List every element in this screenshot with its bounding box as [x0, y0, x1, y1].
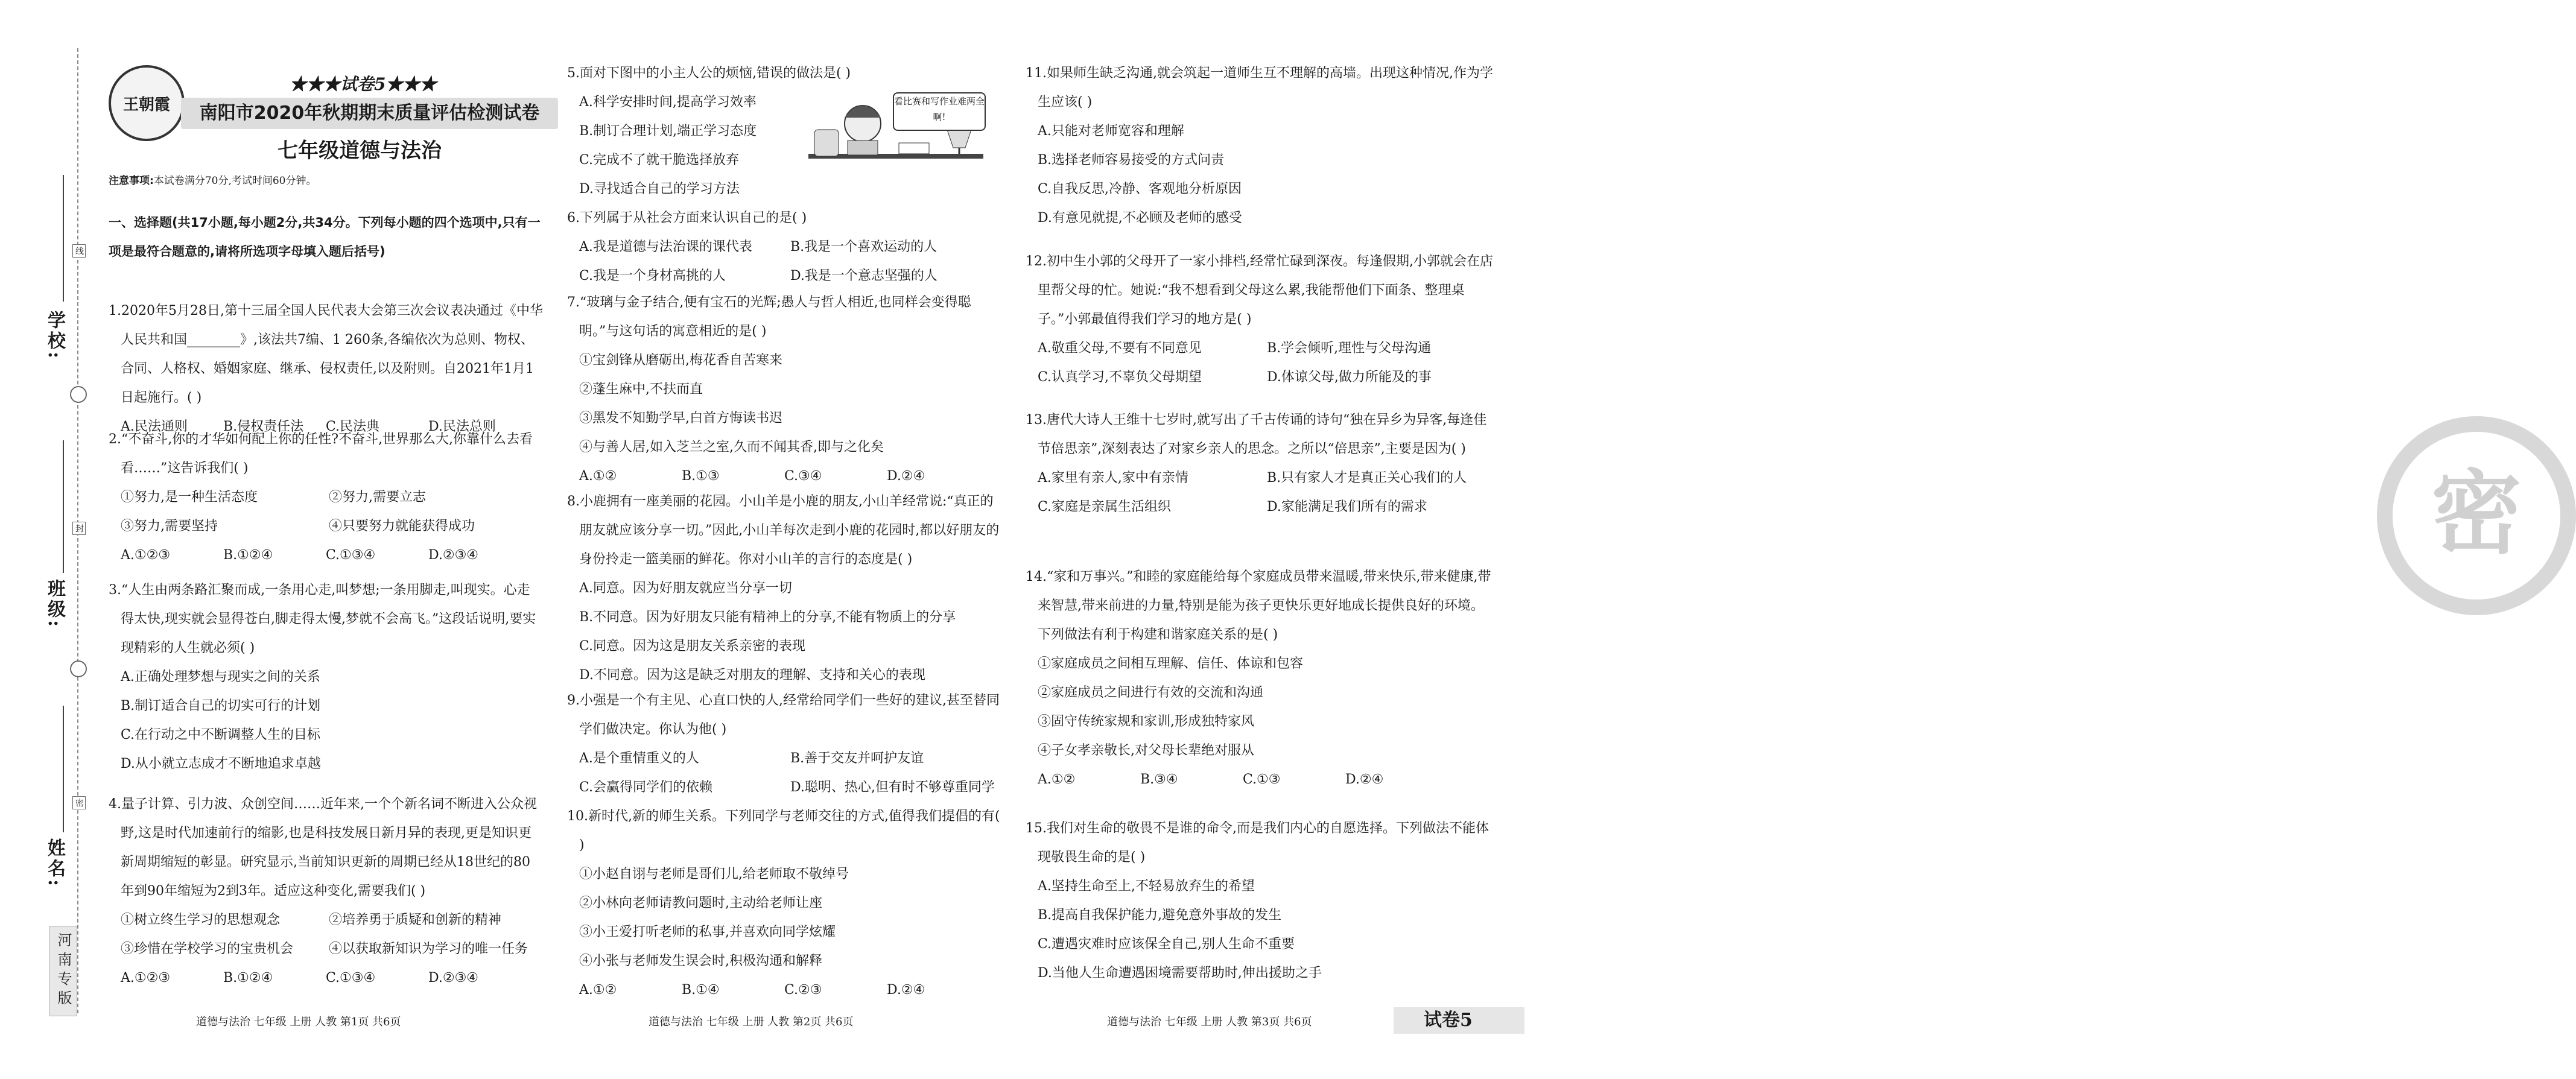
option-a[interactable]: A.正确处理梦想与现实之间的关系 [121, 669, 320, 685]
statement-2: ②努力,需要立志 [329, 490, 426, 505]
question-10 [567, 802, 1001, 1005]
statement-2: ②蓬生麻中,不扶而直 [579, 382, 703, 397]
statement-row [109, 906, 543, 935]
option-d[interactable]: D.我是一个意志坚强的人 [790, 268, 937, 283]
margin-tag-seal: 封 [72, 522, 86, 535]
option-a[interactable]: A.①②③ [121, 548, 171, 563]
option-d[interactable]: D.从小就立志成才不断地追求卓越 [121, 756, 321, 771]
option-a[interactable]: A.①② [1038, 772, 1076, 787]
option-c[interactable]: C.同意。因为这是朋友关系亲密的表现 [579, 639, 806, 654]
option-b[interactable]: B.③④ [1140, 772, 1178, 787]
option-a[interactable]: A.①②③ [121, 970, 171, 986]
option-c[interactable]: C.家庭是亲属生活组织 [1038, 499, 1172, 514]
option-a[interactable]: A.只能对老师宽容和理解 [1038, 124, 1184, 139]
statement-4: ④只要努力就能获得成功 [329, 519, 475, 534]
question-stem: 11.如果师生缺乏沟通,就会筑起一道师生互不理解的高墙。出现这种情况,作为学生应该( ) [1026, 66, 1493, 110]
option-d[interactable]: D.体谅父母,做力所能及的事 [1267, 370, 1432, 385]
question-stem: 8.小鹿拥有一座美丽的花园。小山羊是小鹿的朋友,小山羊经常说:“真正的朋友就应该分享一切。”因此,小山羊每次走到小鹿的花园时,都以好朋友的身份拎走一篮美丽的鲜花。你对小山羊的言行的态度是( ) [567, 494, 1000, 567]
option-d[interactable]: D.寻找适合自己的学习方法 [579, 182, 740, 197]
option-a[interactable]: A.是个重情重义的人 [579, 751, 699, 766]
school-label: 学校: [44, 311, 65, 361]
statement-1: ①宝剑锋从磨砺出,梅花香自苦寒来 [579, 353, 782, 368]
statement-4: ④子女孝亲敬长,对父母长辈绝对服从 [1038, 743, 1254, 758]
question-stem: 3.“人生由两条路汇聚而成,一条用心走,叫梦想;一条用脚走,叫现实。心走得太快,现实就会显得苍白,脚走得太慢,梦就不会高飞。”这段话说明,要实现精彩的人生就必须( ) [109, 583, 536, 656]
question-14 [1026, 563, 1496, 794]
option-row [109, 541, 543, 570]
notice-text: 本试卷满分70分,考试时间60分钟。 [153, 175, 317, 187]
option-b[interactable]: B.①④ [682, 982, 720, 998]
section-heading: 一、选择题(共17小题,每小题2分,共34分。下列每小题的四个选项中,只有一项是最符合题意的,请将所选项字母填入题后括号) [109, 215, 541, 259]
page-footer: 道德与法治 七年级 上册 人教 第1页 共6页 [196, 1016, 401, 1028]
option-a[interactable]: A.坚持生命至上,不轻易放弃生的希望 [1038, 879, 1255, 894]
option-row [1026, 493, 1496, 522]
statement-3: ③固守传统家规和家训,形成独特家风 [1038, 714, 1254, 729]
statement-3: ③小王爱打听老师的私事,并喜欢向同学炫耀 [579, 925, 836, 940]
question-13 [1026, 406, 1496, 522]
option-c[interactable]: C.完成不了就干脆选择放弃 [579, 153, 740, 168]
option-c[interactable]: C.②③ [784, 982, 822, 998]
option-a[interactable]: A.家里有亲人,家中有亲情 [1038, 470, 1188, 486]
option-a[interactable]: A.民法通则 [121, 419, 188, 434]
statement-1: ①家庭成员之间相互理解、信任、体谅和包容 [1038, 656, 1304, 671]
option-d[interactable]: D.当他人生命遭遇困境需要帮助时,伸出援助之手 [1038, 966, 1322, 981]
notice [109, 172, 316, 187]
paper-number-tag: 试卷5 [1394, 1007, 1524, 1034]
class-label: 班级: [44, 579, 65, 630]
option-b[interactable]: B.不同意。因为好朋友只能有精神上的分享,不能有物质上的分享 [579, 610, 956, 625]
question-stem: 5.面对下图中的小主人公的烦恼,错误的做法是( ) [567, 66, 851, 81]
statement-1: ①小赵自诩与老师是哥们儿,给老师取不敬绰号 [579, 867, 849, 882]
question-9 [567, 686, 1001, 802]
question-stem: 10.新时代,新的师生关系。下列同学与老师交往的方式,值得我们提倡的有( ) [567, 809, 1000, 853]
option-d[interactable]: D.②④ [1345, 772, 1384, 787]
statement-row [109, 483, 543, 512]
option-c[interactable]: C.认真学习,不辜负父母期望 [1038, 370, 1202, 385]
statement-3: ③珍惜在学校学习的宝贵机会 [121, 941, 294, 957]
option-a[interactable]: A.①② [579, 982, 617, 998]
option-a[interactable]: A.我是道德与法治课的课代表 [579, 239, 752, 255]
question-stem: 14.“家和万事兴。”和睦的家庭能给每个家庭成员带来温暖,带来快乐,带来健康,带来智慧,带来前进的力量,特别是能为孩子更快乐更好地成长提供良好的环境。下列做法有利于构建和谐家庭关系的是( ) [1026, 569, 1491, 642]
option-b[interactable]: B.制订合理计划,端正学习态度 [579, 124, 757, 139]
option-c[interactable]: C.在行动之中不断调整人生的目标 [121, 727, 321, 742]
option-a[interactable]: A.同意。因为好朋友就应当分享一切 [579, 581, 792, 596]
watermark-seal: 密 [2377, 416, 2576, 615]
statement-row [109, 512, 543, 541]
question-stem: 2.“不奋斗,你的才华如何配上你的任性?不奋斗,世界那么大,你靠什么去看看……”这告诉我们( ) [109, 432, 533, 476]
option-c[interactable]: C.会赢得同学们的依赖 [579, 780, 713, 795]
option-b[interactable]: B.①②④ [223, 548, 273, 563]
option-c[interactable]: C.自我反思,冷静、客观地分析原因 [1038, 182, 1242, 197]
question-stem: 9.小强是一个有主见、心直口快的人,经常给同学们一些好的建议,甚至替同学们做决定。你认为他( ) [567, 693, 1000, 737]
option-c[interactable]: C.①③ [1243, 772, 1281, 787]
option-c[interactable]: C.①③④ [326, 548, 376, 563]
school-underline [63, 175, 64, 302]
exam-title: 南阳市2020年秋期期末质量评估检测试卷 [181, 98, 558, 129]
option-b[interactable]: B.①③ [682, 469, 720, 484]
option-b[interactable]: B.我是一个喜欢运动的人 [790, 239, 937, 255]
option-b[interactable]: B.学会倾听,理性与父母沟通 [1267, 341, 1432, 356]
option-row [567, 976, 1001, 1005]
class-underline [63, 440, 64, 573]
question-8 [567, 487, 1001, 690]
statement-row [109, 935, 543, 964]
question-4 [109, 790, 543, 993]
option-row [567, 744, 1001, 773]
option-d[interactable]: D.②④ [887, 982, 925, 998]
option-row [1026, 363, 1496, 392]
question-stem: 13.唐代大诗人王维十七岁时,就写出了千古传诵的诗句“独在异乡为异客,每逢佳节倍思亲”,深刻表达了对家乡亲人的思念。之所以“倍思亲”,主要是因为( ) [1026, 413, 1487, 457]
option-d[interactable]: D.②③④ [428, 548, 479, 563]
question-2 [109, 425, 543, 570]
question-12 [1026, 247, 1496, 392]
option-row [567, 773, 1001, 802]
question-stem: 6.下列属于从社会方面来认识自己的是( ) [567, 210, 807, 226]
question-1 [109, 297, 543, 441]
option-c[interactable]: C.③④ [784, 469, 822, 484]
statement-1: ①树立终生学习的思想观念 [121, 913, 281, 928]
option-row [1026, 765, 1496, 794]
statement-3: ③努力,需要坚持 [121, 519, 218, 534]
option-row [567, 462, 1001, 491]
option-d[interactable]: D.不同意。因为这是缺乏对朋友的理解、支持和关心的表现 [579, 668, 925, 683]
page-2 [567, 0, 1001, 1079]
statement-3: ③黑发不知勤学早,白首方悔读书迟 [579, 411, 782, 426]
option-a[interactable]: A.科学安排时间,提高学习效率 [579, 95, 757, 110]
series-label: ★★★试卷5★★★ [290, 74, 437, 94]
margin-tag-secret: 密 [72, 796, 86, 809]
option-c[interactable]: C.①③④ [326, 970, 376, 986]
student-illustration [808, 87, 989, 190]
option-c[interactable]: C.遭遇灾难时应该保全自己,别人生命不重要 [1038, 937, 1295, 952]
page-footer: 道德与法治 七年级 上册 人教 第2页 共6页 [649, 1016, 854, 1028]
option-row [1026, 464, 1496, 493]
question-stem: 7.“玻璃与金子结合,便有宝石的光辉;愚人与哲人相近,也同样会变得聪明。”与这句话的寓意相近的是( ) [567, 295, 971, 339]
option-a[interactable]: A.敬重父母,不要有不同意见 [1038, 341, 1202, 356]
option-d[interactable]: D.民法总则 [428, 419, 496, 434]
statement-2: ②小林向老师请教问题时,主动给老师让座 [579, 896, 822, 911]
name-label: 姓名: [44, 838, 65, 889]
statement-2: ②家庭成员之间进行有效的交流和沟通 [1038, 685, 1264, 700]
option-row [567, 262, 1001, 291]
option-row [567, 233, 1001, 262]
question-stem: 4.量子计算、引力波、众创空间……近年来,一个个新名词不断进入公众视野,这是时代加速前行的缩影,也是科技发展日新月异的表现,更是知识更新周期缩短的彰显。研究显示,当前知识更新的周期已经从18世纪的80年到90年缩短为2到3年。适应这种变化,需要我们( ) [109, 797, 537, 899]
option-d[interactable]: D.②④ [887, 469, 925, 484]
question-3 [109, 576, 543, 779]
notice-label: 注意事项: [109, 175, 154, 187]
option-b[interactable]: B.善于交友并呵护友谊 [790, 751, 924, 766]
option-b[interactable]: B.提高自我保护能力,避免意外事故的发生 [1038, 908, 1282, 923]
question-stem: 12.初中生小郭的父母开了一家小排档,经常忙碌到深夜。每逢假期,小郭就会在店里帮父母的忙。她说:“我不想看到父母这么累,我能帮他们下面条、整理桌子。”小郭最值得我们学习的地方是( ) [1026, 254, 1493, 327]
option-a[interactable]: A.①② [579, 469, 617, 484]
binding-margin [0, 0, 97, 1079]
option-d[interactable]: D.聪明、热心,但有时不够尊重同学 [790, 780, 995, 795]
punch-hole-icon [70, 660, 87, 677]
statement-4: ④以获取新知识为学习的唯一任务 [329, 941, 528, 957]
question-11 [1026, 59, 1496, 233]
exam-subject: 七年级道德与法治 [278, 139, 442, 163]
option-b[interactable]: B.选择老师容易接受的方式问责 [1038, 153, 1225, 168]
publisher-logo: 王朝霞 [109, 65, 185, 141]
question-7 [567, 288, 1001, 491]
option-c[interactable]: C.民法典 [326, 419, 380, 434]
statement-4: ④与善人居,如入芝兰之室,久而不闻其香,即与之化矣 [579, 440, 884, 455]
option-row [109, 964, 543, 993]
option-b[interactable]: B.侵权责任法 [223, 419, 304, 434]
margin-tag-line: 线 [72, 244, 86, 258]
option-row [1026, 334, 1496, 363]
question-15 [1026, 814, 1496, 988]
page-3 [1026, 0, 2522, 1079]
question-6 [567, 204, 1001, 291]
option-d[interactable]: D.家能满足我们所有的需求 [1267, 499, 1427, 514]
option-d[interactable]: D.②③④ [428, 970, 479, 986]
speech-bubble: 看比赛和写作业难两全啊! [893, 92, 986, 131]
option-b[interactable]: B.制订适合自己的切实可行的计划 [121, 698, 321, 714]
punch-hole-icon [70, 386, 87, 403]
page-footer: 道德与法治 七年级 上册 人教 第3页 共6页 [1107, 1016, 1312, 1028]
question-stem: 1.2020年5月28日,第十三届全国人民代表大会第三次会议表决通过《中华人民共和国________》,该法共7编、1 260条,各编依次为总则、物权、合同、人格权、婚姻家庭、继承、侵权责任,以及附则。自2021年1月1日起施行。( ) [109, 303, 543, 405]
statement-2: ②培养勇于质疑和创新的精神 [329, 913, 502, 928]
statement-4: ④小张与老师发生误会时,积极沟通和解释 [579, 954, 822, 969]
option-b[interactable]: B.只有家人才是真正关心我们的人 [1267, 470, 1467, 486]
province-badge: 河南专版 [49, 926, 77, 1016]
option-b[interactable]: B.①②④ [223, 970, 273, 986]
question-stem: 15.我们对生命的敬畏不是谁的命令,而是我们内心的自愿选择。下列做法不能体现敬畏生命的是( ) [1026, 821, 1489, 865]
statement-1: ①努力,是一种生活态度 [121, 490, 258, 505]
page-1 [109, 0, 543, 1079]
name-underline [63, 706, 64, 832]
option-d[interactable]: D.有意见就提,不必顾及老师的感受 [1038, 210, 1242, 226]
option-c[interactable]: C.我是一个身材高挑的人 [579, 268, 726, 283]
